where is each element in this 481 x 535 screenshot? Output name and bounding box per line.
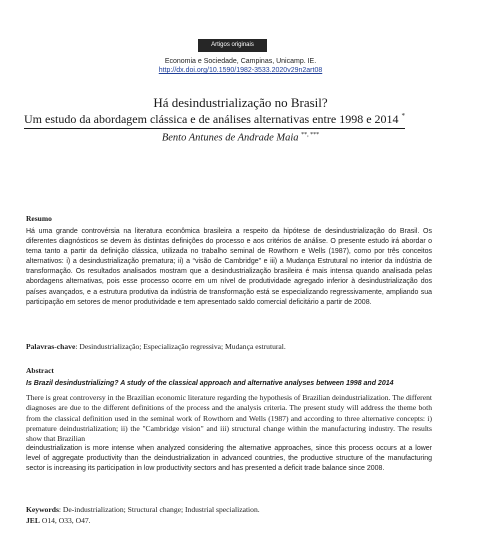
palavras-chave-text: : Desindustrialização; Especialização regressiva; Mudança estrutural. [75, 342, 286, 351]
subtitle-footnote-mark: * [401, 112, 406, 120]
keywords-line [26, 505, 432, 514]
resumo-heading: Resumo [26, 214, 52, 223]
keywords-text: : De-industrialization; Structural change; Industrial specialization. [58, 505, 260, 514]
jel-label: JEL [26, 516, 40, 525]
doi-line [0, 67, 481, 74]
article-type-badge: Artigos originais [198, 39, 267, 52]
abstract-text-serif: There is great controversy in the Brazilian economic literature regarding the hypothesis of Brazilian deindustrialization. The different diagnoses are due to the different definitions of the process and the analysis criteria. The present study will address the theme both from the classical definition used in the seminal work of Rowthorn and Wells (1987) and according to three alternative concepts: i) premature deindustrialization; ii) the "Cambridge vision" and iii) structural change within the manufacturing industry. The results show that Brazilian [26, 393, 432, 444]
article-subtitle [24, 112, 405, 129]
resumo-text: Há uma grande controvérsia na literatura econômica brasileira a respeito da hipótese de desindustrialização do Brasil. Os diferentes diagnósticos se devem às distintas definições do processo e aos critérios de análise. O presente estudo irá abordar o tema tanto a partir da definição clássica, utilizada no trabalho seminal de Rowthorn e Wells (1987), como por três conceitos alternativos: i) a desindustrialização prematura; ii) a “visão de Cambridge” e iii) a Mudança Estrutural no interior da indústria de transformação. Os resultados analisados mostram que a desindustrialização brasileira é mais intensa quando analisada pelas abordagens alternativas, pois esse processo ocorre em um nível de produtividade agregado inferior à desindustrialização dos países avançados, e a estrutura produtiva da indústria de transformação está se especializando regressivamente, ampliando sua participação em setores de menor produtividade e tem apresentado saldo comercial deficitário a partir de 2008. [26, 228, 432, 306]
jel-line [26, 516, 432, 525]
author-name: Bento Antunes de Andrade Maia [161, 132, 299, 144]
abstract-text-sans: deindustrialization is more intense when analyzed considering the alternative approaches, since this process occurs at a lower level of aggregate productivity than the deindustrialization in advanced countries, the productive structure of the manufacturing sector is increasing its participation in low productivity sectors and has presented a deficit trade balance since 2008. [26, 445, 432, 473]
palavras-chave-line [26, 342, 432, 351]
abstract-heading: Abstract [26, 366, 54, 375]
subtitle-text: Um estudo da abordagem clássica e de análises alternativas entre 1998 e 2014 [24, 112, 399, 126]
author-footnote-marks: **, *** [301, 132, 320, 138]
abstract-title: Is Brazil desindustrializing? A study of the classical approach and alternative analyses between 1998 and 2014 [26, 380, 394, 387]
article-title: Há desindustrialização no Brasil? [153, 95, 328, 110]
journal-info: Economia e Sociedade, Campinas, Unicamp. IE. [164, 58, 317, 65]
author-line [0, 132, 481, 144]
palavras-chave-label: Palavras-chave [26, 342, 76, 351]
keywords-label: Keywords [26, 505, 59, 514]
jel-text: O14, O33, O47. [39, 516, 91, 525]
doi-link[interactable]: http://dx.doi.org/10.1590/1982-3533.2020v29n2art08 [158, 67, 323, 74]
